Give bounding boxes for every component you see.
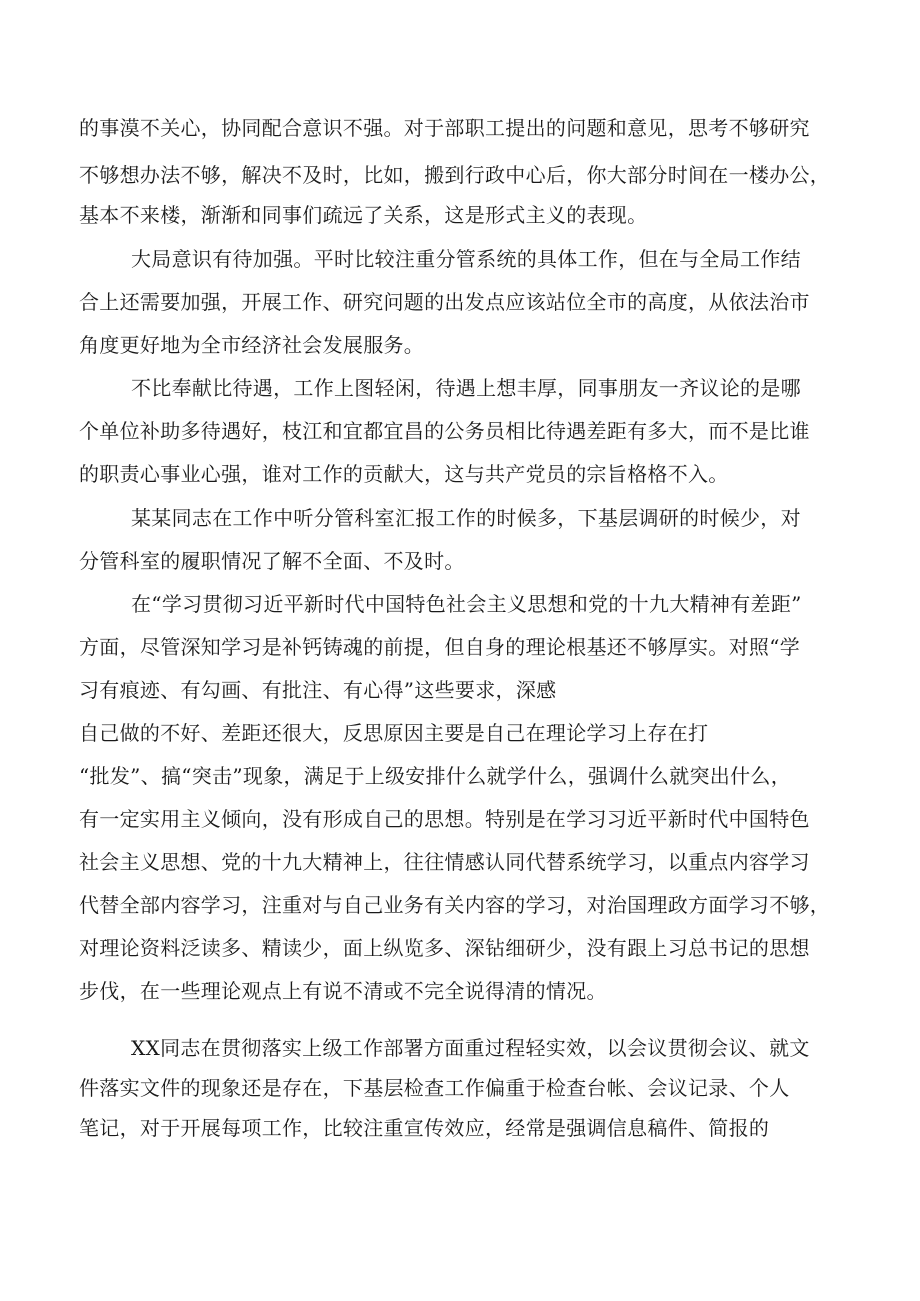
text-line: 社会主义思想、党的十九大精神上，往往情感认同代替系统学习，以重点内容学习 — [79, 850, 810, 874]
text-line: 步伐，在一些理论观点上有说不清或不完全说得清的情况。 — [79, 979, 607, 1003]
text-line: 的职责心事业心强，谁对工作的贡献大，这与共产党员的宗旨格格不入。 — [79, 462, 729, 486]
paragraph-start-line: 不比奉献比待遇，工作上图轻闲，待遇上想丰厚，同事朋友一齐议论的是哪 — [131, 376, 801, 400]
text-line: 分管科室的履职情况了解不全面、不及时。 — [79, 549, 465, 573]
text-line: 笔记，对于开展每项工作，比较注重宣传效应，经常是强调信息稿件、简报的 — [79, 1116, 770, 1140]
text-line: 角度更好地为全市经济社会发展服务。 — [79, 333, 425, 357]
paragraph-start-line: XX同志在贯彻落实上级工作部署方面重过程轻实效，以会议贯彻会议、就文 — [131, 1036, 810, 1060]
text-line: 代替全部内容学习，注重对与自己业务有关内容的学习，对治国理政方面学习不够， — [79, 893, 831, 917]
paragraph-start-line: 某某同志在工作中听分管科室汇报工作的时候多，下基层调研的时候少，对 — [131, 506, 801, 530]
text-line: 对理论资料泛读多、精读少，面上纵览多、深钻细研少，没有跟上习总书记的思想 — [79, 936, 810, 960]
text-line: 自己做的不好、差距还很大，反思原因主要是自己在理论学习上存在打 — [79, 721, 709, 745]
text-line: 个单位补助多待遇好，枝江和宜都宜昌的公务员相比待遇差距有多大，而不是比谁 — [79, 419, 810, 443]
text-line: 的事漠不关心，协同配合意识不强。对于部职工提出的问题和意见，思考不够研究 — [79, 116, 810, 140]
text-line: 基本不来楼，渐渐和同事们疏远了关系，这是形式主义的表现。 — [79, 203, 648, 227]
text-line: 有一定实用主义倾向，没有形成自己的思想。特别是在学习习近平新时代中国特色 — [79, 807, 810, 831]
text-line: 不够想办法不够，解决不及时，比如，搬到行政中心后，你大部分时间在一楼办公， — [79, 163, 831, 187]
text-line: 习有痕迹、有勾画、有批注、有心得”这些要求，深感 — [79, 678, 557, 702]
paragraph-start-line: 大局意识有待加强。平时比较注重分管系统的具体工作，但在与全局工作结 — [131, 247, 801, 271]
text-line: 件落实文件的现象还是存在，下基层检查工作偏重于检查台帐、会议记录、个人 — [79, 1076, 790, 1100]
text-line: “批发”、搞“突击”现象，满足于上级安排什么就学什么，强调什么就突出什么， — [79, 764, 791, 788]
text-line: 方面，尽管深知学习是补钙铸魂的前提，但自身的理论根基还不够厚实。对照“学 — [79, 635, 801, 659]
paragraph-start-line: 在“学习贯彻习近平新时代中国特色社会主义思想和党的十九大精神有差距” — [131, 592, 802, 616]
text-line: 合上还需要加强，开展工作、研究问题的出发点应该站位全市的高度，从依法治市 — [79, 290, 810, 314]
